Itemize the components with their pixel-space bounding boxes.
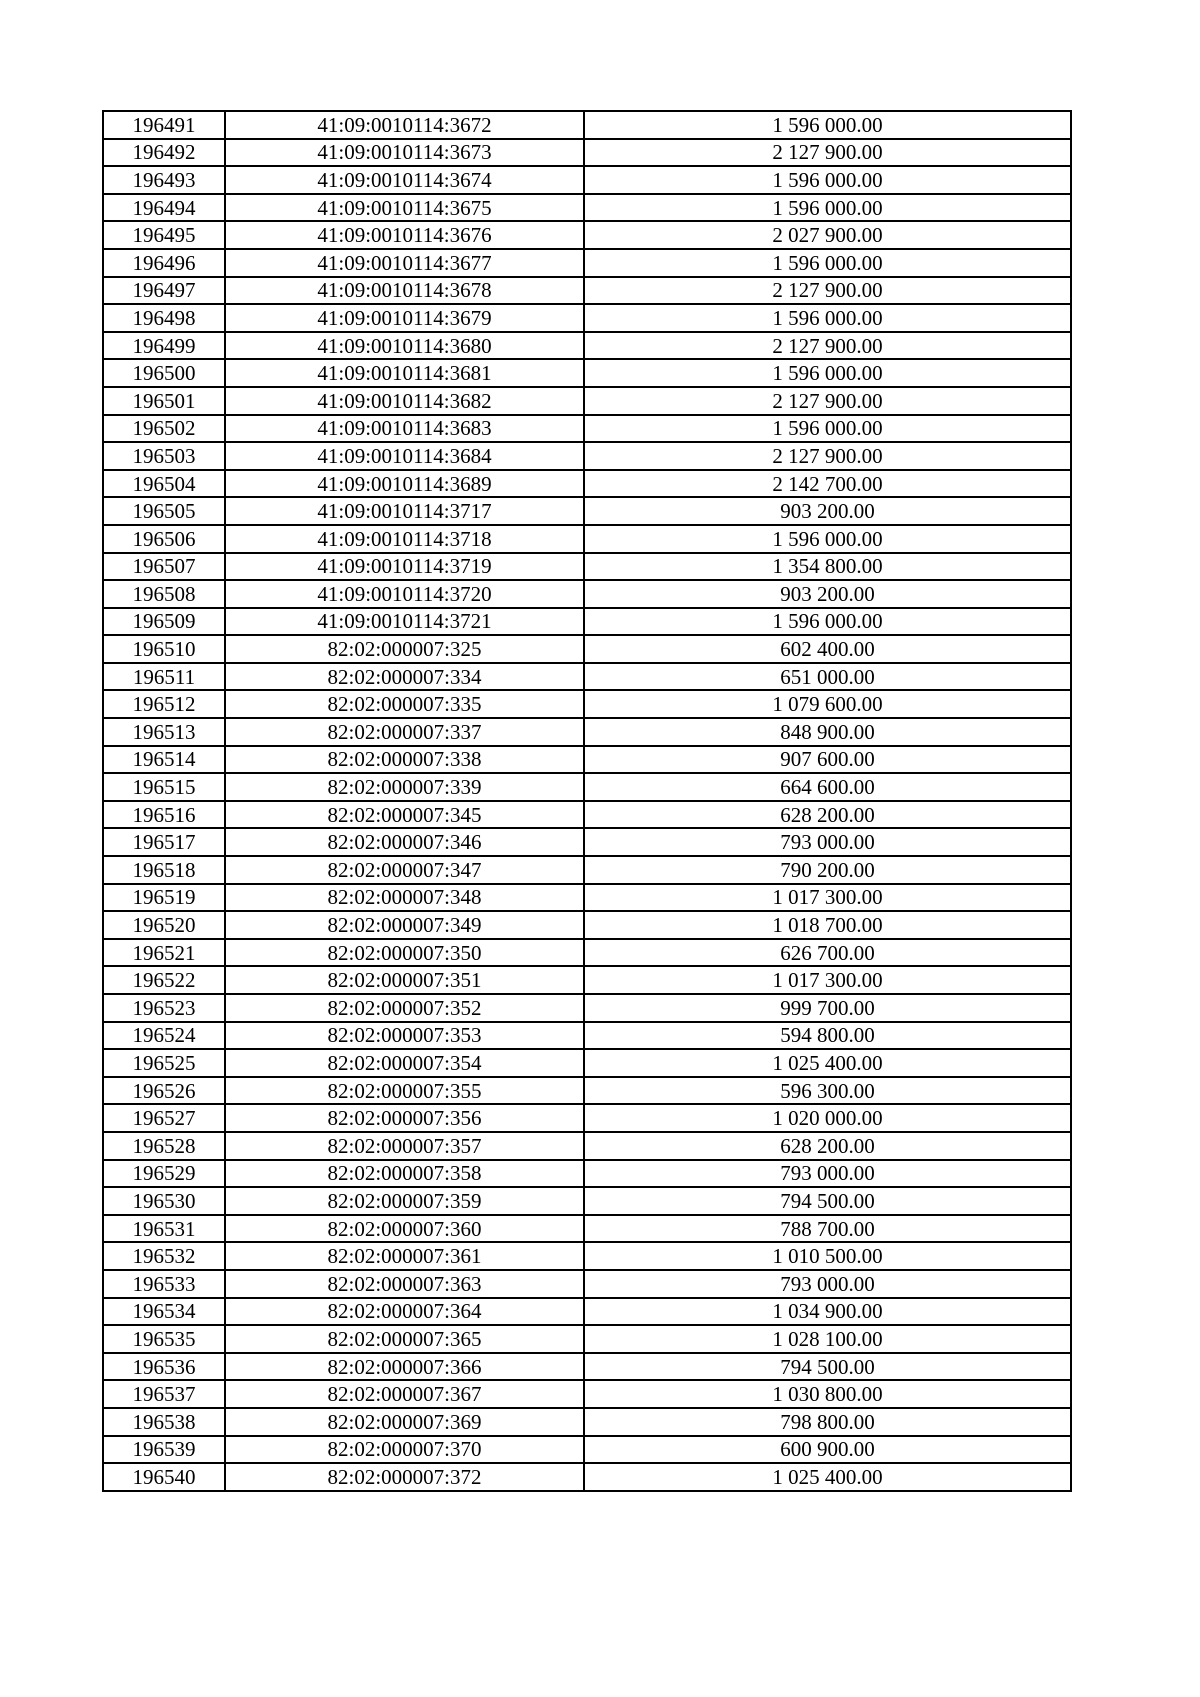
- value-cell: 2 127 900.00: [584, 442, 1071, 470]
- table-row: [103, 1298, 1071, 1326]
- row-number-cell: 196497: [103, 277, 225, 305]
- table-row: [103, 166, 1071, 194]
- row-number-cell: 196533: [103, 1270, 225, 1298]
- value-cell: 600 900.00: [584, 1436, 1071, 1464]
- row-number-cell: 196523: [103, 994, 225, 1022]
- row-number-cell: 196522: [103, 966, 225, 994]
- cadastral-number-cell: 41:09:0010114:3676: [225, 221, 584, 249]
- cadastral-number-cell: 82:02:000007:359: [225, 1187, 584, 1215]
- value-cell: 999 700.00: [584, 994, 1071, 1022]
- row-number-cell: 196526: [103, 1077, 225, 1105]
- value-cell: 1 025 400.00: [584, 1463, 1071, 1491]
- value-cell: 1 020 000.00: [584, 1104, 1071, 1132]
- cadastral-number-cell: 82:02:000007:372: [225, 1463, 584, 1491]
- table-row: [103, 1270, 1071, 1298]
- value-cell: 2 142 700.00: [584, 470, 1071, 498]
- cadastral-number-cell: 41:09:0010114:3672: [225, 111, 584, 139]
- value-cell: 602 400.00: [584, 635, 1071, 663]
- row-number-cell: 196500: [103, 359, 225, 387]
- cadastral-number-cell: 41:09:0010114:3677: [225, 249, 584, 277]
- cadastral-number-cell: 41:09:0010114:3675: [225, 194, 584, 222]
- table-row: [103, 1325, 1071, 1353]
- row-number-cell: 196502: [103, 415, 225, 443]
- value-cell: 907 600.00: [584, 746, 1071, 774]
- table-row: [103, 1242, 1071, 1270]
- row-number-cell: 196507: [103, 553, 225, 581]
- row-number-cell: 196494: [103, 194, 225, 222]
- table-row: [103, 884, 1071, 912]
- cadastral-number-cell: 82:02:000007:358: [225, 1160, 584, 1188]
- table-row: [103, 1022, 1071, 1050]
- cadastral-number-cell: 82:02:000007:346: [225, 828, 584, 856]
- value-cell: 793 000.00: [584, 828, 1071, 856]
- table-row: [103, 1132, 1071, 1160]
- value-cell: 1 596 000.00: [584, 525, 1071, 553]
- row-number-cell: 196517: [103, 828, 225, 856]
- table-row: [103, 580, 1071, 608]
- cadastral-number-cell: 41:09:0010114:3719: [225, 553, 584, 581]
- value-cell: 1 596 000.00: [584, 194, 1071, 222]
- table-row: [103, 1215, 1071, 1243]
- table-row: [103, 525, 1071, 553]
- value-cell: 651 000.00: [584, 663, 1071, 691]
- cadastral-number-cell: 41:09:0010114:3689: [225, 470, 584, 498]
- value-cell: 2 127 900.00: [584, 277, 1071, 305]
- cadastral-number-cell: 41:09:0010114:3673: [225, 139, 584, 167]
- value-cell: 1 028 100.00: [584, 1325, 1071, 1353]
- row-number-cell: 196525: [103, 1049, 225, 1077]
- table-row: [103, 359, 1071, 387]
- cadastral-number-cell: 41:09:0010114:3720: [225, 580, 584, 608]
- row-number-cell: 196498: [103, 304, 225, 332]
- cadastral-number-cell: 41:09:0010114:3674: [225, 166, 584, 194]
- table-row: [103, 690, 1071, 718]
- row-number-cell: 196532: [103, 1242, 225, 1270]
- cadastral-number-cell: 41:09:0010114:3718: [225, 525, 584, 553]
- table-row: [103, 773, 1071, 801]
- table-row: [103, 194, 1071, 222]
- row-number-cell: 196536: [103, 1353, 225, 1381]
- cadastral-number-cell: 41:09:0010114:3684: [225, 442, 584, 470]
- row-number-cell: 196529: [103, 1160, 225, 1188]
- row-number-cell: 196496: [103, 249, 225, 277]
- cadastral-number-cell: 82:02:000007:347: [225, 856, 584, 884]
- table-row: [103, 1436, 1071, 1464]
- cadastral-number-cell: 41:09:0010114:3679: [225, 304, 584, 332]
- row-number-cell: 196510: [103, 635, 225, 663]
- table-row: [103, 994, 1071, 1022]
- table-row: [103, 332, 1071, 360]
- value-cell: 793 000.00: [584, 1160, 1071, 1188]
- value-cell: 1 017 300.00: [584, 966, 1071, 994]
- row-number-cell: 196503: [103, 442, 225, 470]
- cadastral-number-cell: 82:02:000007:352: [225, 994, 584, 1022]
- value-cell: 626 700.00: [584, 939, 1071, 967]
- cadastral-number-cell: 82:02:000007:345: [225, 801, 584, 829]
- table-row: [103, 470, 1071, 498]
- row-number-cell: 196520: [103, 911, 225, 939]
- row-number-cell: 196501: [103, 387, 225, 415]
- value-cell: 594 800.00: [584, 1022, 1071, 1050]
- table-row: [103, 497, 1071, 525]
- table-row: [103, 635, 1071, 663]
- row-number-cell: 196511: [103, 663, 225, 691]
- table-row: [103, 1077, 1071, 1105]
- table-row: [103, 1408, 1071, 1436]
- value-cell: 628 200.00: [584, 1132, 1071, 1160]
- value-cell: 788 700.00: [584, 1215, 1071, 1243]
- row-number-cell: 196524: [103, 1022, 225, 1050]
- table-row: [103, 1463, 1071, 1491]
- row-number-cell: 196512: [103, 690, 225, 718]
- table-row: [103, 249, 1071, 277]
- row-number-cell: 196506: [103, 525, 225, 553]
- value-cell: 1 034 900.00: [584, 1298, 1071, 1326]
- row-number-cell: 196531: [103, 1215, 225, 1243]
- table-row: [103, 939, 1071, 967]
- row-number-cell: 196495: [103, 221, 225, 249]
- table-row: [103, 111, 1071, 139]
- cadastral-number-cell: 82:02:000007:348: [225, 884, 584, 912]
- cadastral-number-cell: 82:02:000007:370: [225, 1436, 584, 1464]
- cadastral-number-cell: 82:02:000007:338: [225, 746, 584, 774]
- cadastral-number-cell: 82:02:000007:354: [225, 1049, 584, 1077]
- cadastral-number-cell: 82:02:000007:353: [225, 1022, 584, 1050]
- value-cell: 798 800.00: [584, 1408, 1071, 1436]
- cadastral-number-cell: 82:02:000007:367: [225, 1380, 584, 1408]
- value-cell: 1 596 000.00: [584, 249, 1071, 277]
- row-number-cell: 196513: [103, 718, 225, 746]
- table-row: [103, 415, 1071, 443]
- cadastral-number-cell: 41:09:0010114:3682: [225, 387, 584, 415]
- cadastral-number-cell: 82:02:000007:335: [225, 690, 584, 718]
- table-row: [103, 1049, 1071, 1077]
- value-cell: 1 596 000.00: [584, 166, 1071, 194]
- cadastral-number-cell: 82:02:000007:351: [225, 966, 584, 994]
- row-number-cell: 196518: [103, 856, 225, 884]
- table-row: [103, 442, 1071, 470]
- cadastral-number-cell: 82:02:000007:355: [225, 1077, 584, 1105]
- value-cell: 794 500.00: [584, 1187, 1071, 1215]
- row-number-cell: 196492: [103, 139, 225, 167]
- row-number-cell: 196535: [103, 1325, 225, 1353]
- cadastral-number-cell: 82:02:000007:325: [225, 635, 584, 663]
- cadastral-number-cell: 41:09:0010114:3681: [225, 359, 584, 387]
- value-cell: 2 127 900.00: [584, 139, 1071, 167]
- row-number-cell: 196515: [103, 773, 225, 801]
- value-cell: 596 300.00: [584, 1077, 1071, 1105]
- table-row: [103, 1104, 1071, 1132]
- row-number-cell: 196499: [103, 332, 225, 360]
- cadastral-number-cell: 82:02:000007:357: [225, 1132, 584, 1160]
- cadastral-number-cell: 41:09:0010114:3683: [225, 415, 584, 443]
- table-row: [103, 1160, 1071, 1188]
- value-cell: 1 596 000.00: [584, 608, 1071, 636]
- table-row: [103, 718, 1071, 746]
- table-row: [103, 387, 1071, 415]
- value-cell: 1 025 400.00: [584, 1049, 1071, 1077]
- table-row: [103, 966, 1071, 994]
- cadastral-number-cell: 82:02:000007:364: [225, 1298, 584, 1326]
- table-row: [103, 801, 1071, 829]
- table-row: [103, 746, 1071, 774]
- cadastral-number-cell: 82:02:000007:350: [225, 939, 584, 967]
- cadastral-number-cell: 82:02:000007:360: [225, 1215, 584, 1243]
- table-body: [103, 111, 1071, 1491]
- cadastral-number-cell: 41:09:0010114:3680: [225, 332, 584, 360]
- value-cell: 793 000.00: [584, 1270, 1071, 1298]
- value-cell: 1 017 300.00: [584, 884, 1071, 912]
- value-cell: 1 018 700.00: [584, 911, 1071, 939]
- row-number-cell: 196538: [103, 1408, 225, 1436]
- table-row: [103, 911, 1071, 939]
- row-number-cell: 196491: [103, 111, 225, 139]
- table-row: [103, 1187, 1071, 1215]
- data-table: [102, 110, 1072, 1492]
- table-row: [103, 139, 1071, 167]
- cadastral-number-cell: 82:02:000007:361: [225, 1242, 584, 1270]
- row-number-cell: 196537: [103, 1380, 225, 1408]
- cadastral-number-cell: 41:09:0010114:3678: [225, 277, 584, 305]
- table-row: [103, 608, 1071, 636]
- cadastral-number-cell: 82:02:000007:337: [225, 718, 584, 746]
- cadastral-number-cell: 82:02:000007:363: [225, 1270, 584, 1298]
- value-cell: 1 030 800.00: [584, 1380, 1071, 1408]
- value-cell: 628 200.00: [584, 801, 1071, 829]
- value-cell: 1 079 600.00: [584, 690, 1071, 718]
- value-cell: 903 200.00: [584, 580, 1071, 608]
- table-row: [103, 1353, 1071, 1381]
- row-number-cell: 196514: [103, 746, 225, 774]
- table-row: [103, 304, 1071, 332]
- row-number-cell: 196539: [103, 1436, 225, 1464]
- value-cell: 2 127 900.00: [584, 332, 1071, 360]
- table-row: [103, 856, 1071, 884]
- value-cell: 794 500.00: [584, 1353, 1071, 1381]
- row-number-cell: 196493: [103, 166, 225, 194]
- table-row: [103, 221, 1071, 249]
- row-number-cell: 196528: [103, 1132, 225, 1160]
- value-cell: 790 200.00: [584, 856, 1071, 884]
- row-number-cell: 196509: [103, 608, 225, 636]
- table-row: [103, 828, 1071, 856]
- cadastral-number-cell: 41:09:0010114:3717: [225, 497, 584, 525]
- cadastral-number-cell: 82:02:000007:339: [225, 773, 584, 801]
- row-number-cell: 196504: [103, 470, 225, 498]
- value-cell: 1 354 800.00: [584, 553, 1071, 581]
- row-number-cell: 196530: [103, 1187, 225, 1215]
- row-number-cell: 196527: [103, 1104, 225, 1132]
- value-cell: 664 600.00: [584, 773, 1071, 801]
- table-row: [103, 553, 1071, 581]
- value-cell: 1 596 000.00: [584, 415, 1071, 443]
- table-row: [103, 663, 1071, 691]
- value-cell: 1 596 000.00: [584, 359, 1071, 387]
- row-number-cell: 196519: [103, 884, 225, 912]
- value-cell: 848 900.00: [584, 718, 1071, 746]
- cadastral-number-cell: 82:02:000007:334: [225, 663, 584, 691]
- cadastral-number-cell: 82:02:000007:366: [225, 1353, 584, 1381]
- value-cell: 903 200.00: [584, 497, 1071, 525]
- row-number-cell: 196516: [103, 801, 225, 829]
- cadastral-number-cell: 82:02:000007:365: [225, 1325, 584, 1353]
- cadastral-number-cell: 41:09:0010114:3721: [225, 608, 584, 636]
- table-row: [103, 1380, 1071, 1408]
- value-cell: 1 596 000.00: [584, 304, 1071, 332]
- value-cell: 1 010 500.00: [584, 1242, 1071, 1270]
- row-number-cell: 196534: [103, 1298, 225, 1326]
- value-cell: 1 596 000.00: [584, 111, 1071, 139]
- row-number-cell: 196540: [103, 1463, 225, 1491]
- cadastral-number-cell: 82:02:000007:369: [225, 1408, 584, 1436]
- row-number-cell: 196521: [103, 939, 225, 967]
- row-number-cell: 196508: [103, 580, 225, 608]
- value-cell: 2 127 900.00: [584, 387, 1071, 415]
- row-number-cell: 196505: [103, 497, 225, 525]
- table-row: [103, 277, 1071, 305]
- cadastral-number-cell: 82:02:000007:356: [225, 1104, 584, 1132]
- value-cell: 2 027 900.00: [584, 221, 1071, 249]
- cadastral-number-cell: 82:02:000007:349: [225, 911, 584, 939]
